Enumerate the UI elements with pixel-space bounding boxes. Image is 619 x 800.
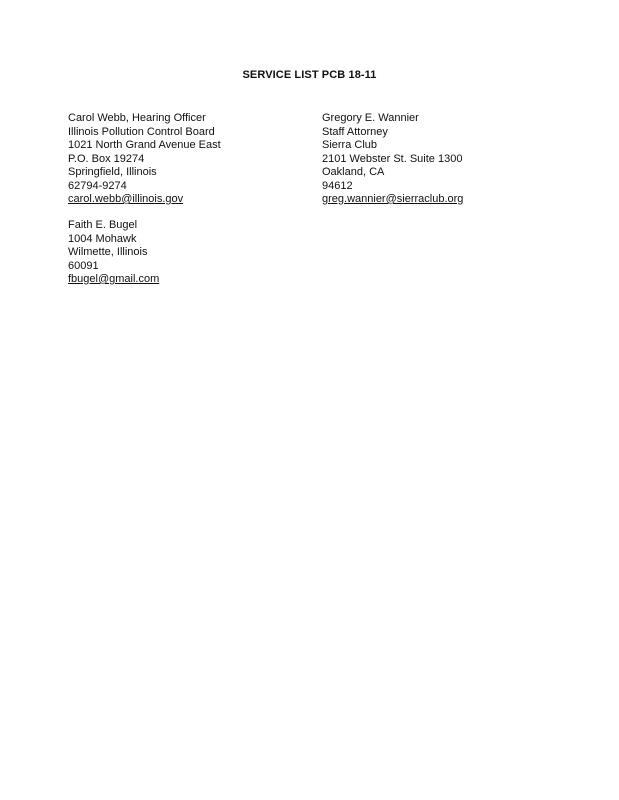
contact-city-state: Oakland, CA (322, 166, 385, 178)
contact-organization: Sierra Club (322, 139, 378, 151)
contact-address: 2101 Webster St. Suite 1300 (322, 152, 463, 165)
contact-address: 1021 North Grand Avenue East (68, 139, 221, 151)
page-title: SERVICE LIST PCB 18-11 (242, 69, 377, 81)
contact-zip: 62794-9274 (68, 179, 127, 192)
contact-block-webb (68, 112, 221, 207)
contact-address: 1004 Mohawk (68, 232, 137, 245)
contact-city-state: Wilmette, Illinois (68, 246, 148, 258)
contact-email-link[interactable]: fbugel@gmail.com (68, 273, 160, 285)
contact-city-state: Springfield, Illinois (68, 166, 157, 178)
contact-po-box: P.O. Box 19274 (68, 152, 145, 165)
contact-email-link[interactable]: greg.wannier@sierraclub.org (322, 193, 464, 205)
contact-email-link[interactable]: carol.webb@illinois.gov (68, 193, 184, 205)
contact-block-bugel (68, 219, 159, 287)
contact-name: Carol Webb, Hearing Officer (68, 112, 206, 124)
contact-block-wannier (322, 112, 463, 207)
contact-organization: Illinois Pollution Control Board (68, 125, 215, 138)
contact-zip: 60091 (68, 259, 99, 272)
contact-name: Gregory E. Wannier (322, 112, 419, 124)
contact-name: Faith E. Bugel (68, 219, 138, 231)
contact-title: Staff Attorney (322, 125, 388, 138)
contact-zip: 94612 (322, 179, 353, 192)
